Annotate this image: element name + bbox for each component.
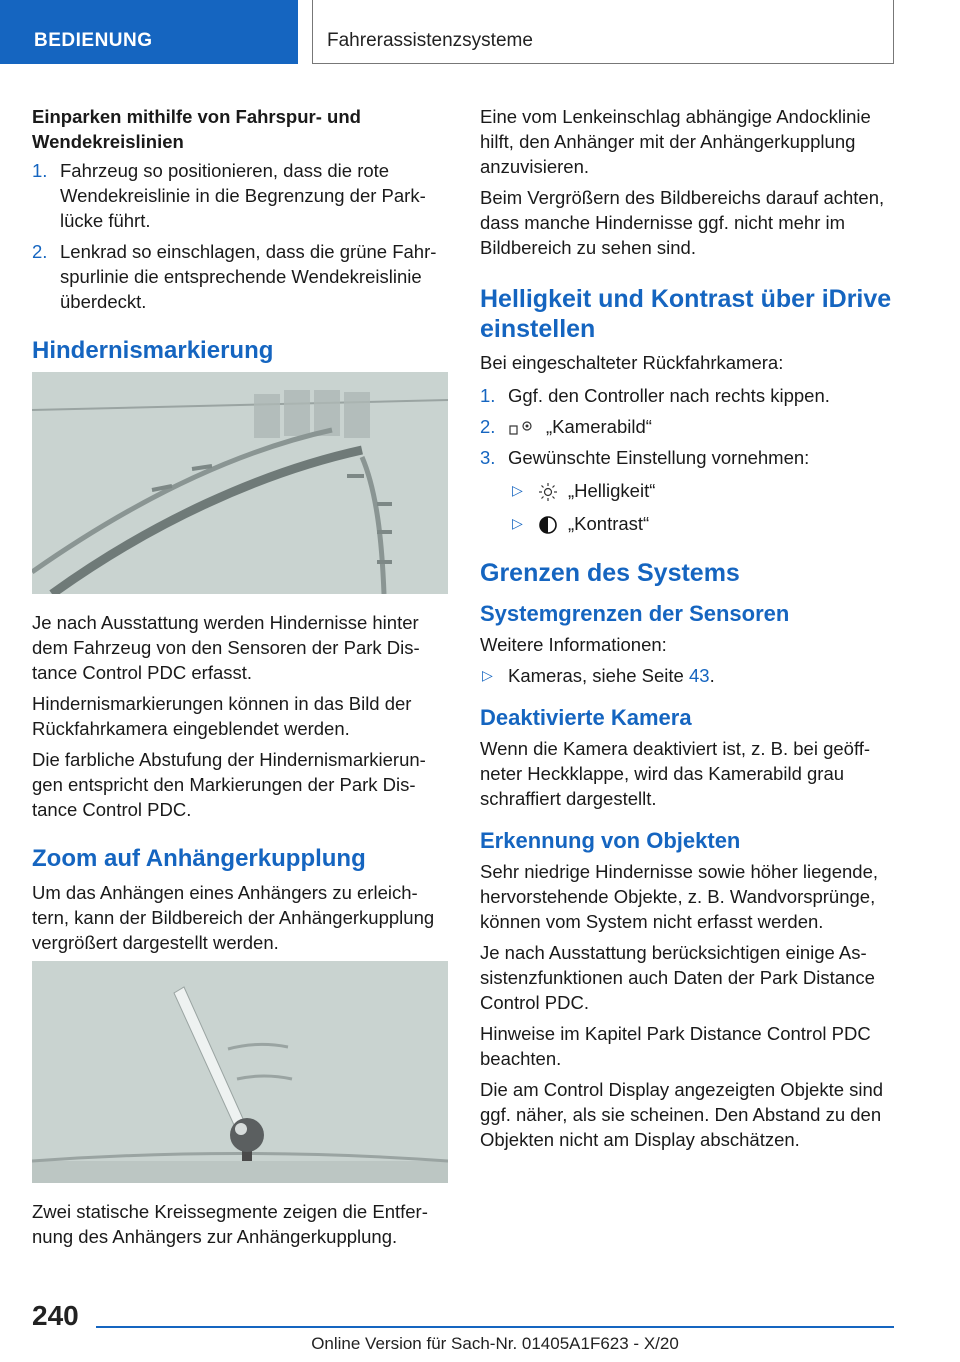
paragraph: Je nach Ausstattung werden Hindernisse hinter dem Fahrzeug von den Sensoren der Park Distance Control PDC erfasst. (32, 612, 420, 683)
objects-heading: Erkennung von Objekten (480, 828, 741, 853)
park-step (32, 158, 448, 233)
bullet-marker: ▷ (512, 515, 523, 531)
obstacle-marking-image (32, 372, 448, 594)
zoom-heading: Zoom auf Anhängerkupplung (32, 845, 366, 872)
paragraph: Beim Vergrößern des Bildbereichs darauf achten, dass manche Hindernisse ggf. nicht mehr im Bildbereich zu sehen sind. (480, 187, 885, 258)
caption: Zwei statische Kreissegmente zeigen die Entfernung des Anhängers zur Anhängerkupplung. (32, 1201, 428, 1247)
setting-option (480, 511, 896, 536)
bullet-end: . (709, 665, 715, 686)
contrast-icon (538, 515, 558, 535)
chapter-tab (0, 0, 298, 64)
deactivated-heading: Deaktivierte Kamera (480, 705, 692, 730)
option-text: „Helligkeit“ (568, 480, 656, 501)
step-text: Ggf. den Controller nach rechts kippen. (508, 385, 830, 406)
step-number: 2. (32, 241, 48, 262)
section-title: Fahrerassistenzsysteme (327, 30, 533, 51)
bullet-marker: ▷ (482, 667, 493, 683)
brightness-icon (538, 482, 558, 502)
sensor-bullet (480, 663, 896, 688)
online-version: Online Version für Sach-Nr. 01405A1F623 - X/20 (311, 1334, 679, 1353)
page-link[interactable]: 43 (688, 665, 710, 686)
brightness-intro: Bei eingeschalteter Rückfahrkamera: (480, 352, 784, 373)
paragraph: Wenn die Kamera deaktiviert ist, z. B. bei geöffneter Heckklappe, wird das Kamerabild grau schraffiert dargestellt. (480, 738, 871, 809)
step-text: Lenkrad so einschlagen, dass die grüne Fahrspurlinie die entsprechende Wendekreislinie überdeckt. (60, 241, 437, 312)
paragraph: Die am Control Display angezeigten Objekte sind ggf. näher, als sie scheinen. Den Abstand zu den Objekten nicht am Display abschätzen. (480, 1079, 884, 1150)
setting-option (480, 478, 896, 503)
chapter-title: BEDIENUNG (34, 30, 153, 51)
step-text: „Kamerabild“ (546, 416, 652, 437)
page-number: 240 (32, 1300, 79, 1331)
brightness-step (480, 383, 896, 408)
paragraph: Um das Anhängen eines Anhängers zu erleichtern, kann der Bildbereich der Anhängerkupplung vergrößert dargestellt werden. (32, 882, 435, 953)
paragraph: Hinweise im Kapitel Park Distance Control PDC beachten. (480, 1023, 871, 1069)
left-column (32, 104, 448, 1255)
bullet-marker: ▷ (512, 482, 523, 498)
option-text: „Kontrast“ (568, 513, 650, 534)
paragraph: Die farbliche Abstufung der Hindernismarkierungen entspricht den Markierungen der Park Distance Control PDC. (32, 749, 426, 820)
step-number: 1. (480, 385, 496, 406)
brightness-heading: Helligkeit und Kontrast über iDrive einstellen (480, 285, 892, 343)
sensor-intro: Weitere Informationen: (480, 634, 667, 655)
step-text: Fahrzeug so positionieren, dass die rote Wendekreislinie in die Begrenzung der Parklücke führt. (60, 160, 426, 231)
brightness-step (480, 414, 896, 439)
park-subtitle: Einparken mithilfe von Fahrspur- und Wendekreislinien (32, 106, 361, 152)
camera-settings-icon (508, 418, 536, 438)
obstacle-heading: Hindernismarkierung (32, 337, 274, 364)
paragraph: Eine vom Lenkeinschlag abhängige Andocklinie hilft, den Anhänger mit der Anhängerkupplung anzuvisieren. (480, 106, 871, 177)
limits-heading: Grenzen des Systems (480, 559, 740, 587)
step-number: 2. (480, 416, 496, 437)
step-number: 1. (32, 160, 48, 181)
paragraph: Sehr niedrige Hindernisse sowie höher liegende, hervorstehende Objekte, z. B. Wandvorsprünge, können vom System nicht erfasst werden. (480, 861, 878, 932)
step-number: 3. (480, 447, 496, 468)
section-header (312, 0, 894, 64)
brightness-step (480, 445, 896, 470)
sensor-heading: Systemgrenzen der Sensoren (480, 601, 790, 626)
paragraph: Hindernismarkierungen können in das Bild der Rückfahrkamera eingeblendet werden. (32, 693, 412, 739)
hitch-zoom-image (32, 961, 448, 1183)
step-text: Gewünschte Einstellung vornehmen: (508, 447, 810, 468)
bullet-text: Kameras, siehe Seite (508, 665, 689, 686)
park-step (32, 239, 448, 314)
paragraph: Je nach Ausstattung berücksichtigen einige Assistenzfunktionen auch Daten der Park Distance Control PDC. (480, 942, 875, 1013)
footer-divider (96, 1326, 894, 1328)
right-column (480, 104, 896, 1158)
